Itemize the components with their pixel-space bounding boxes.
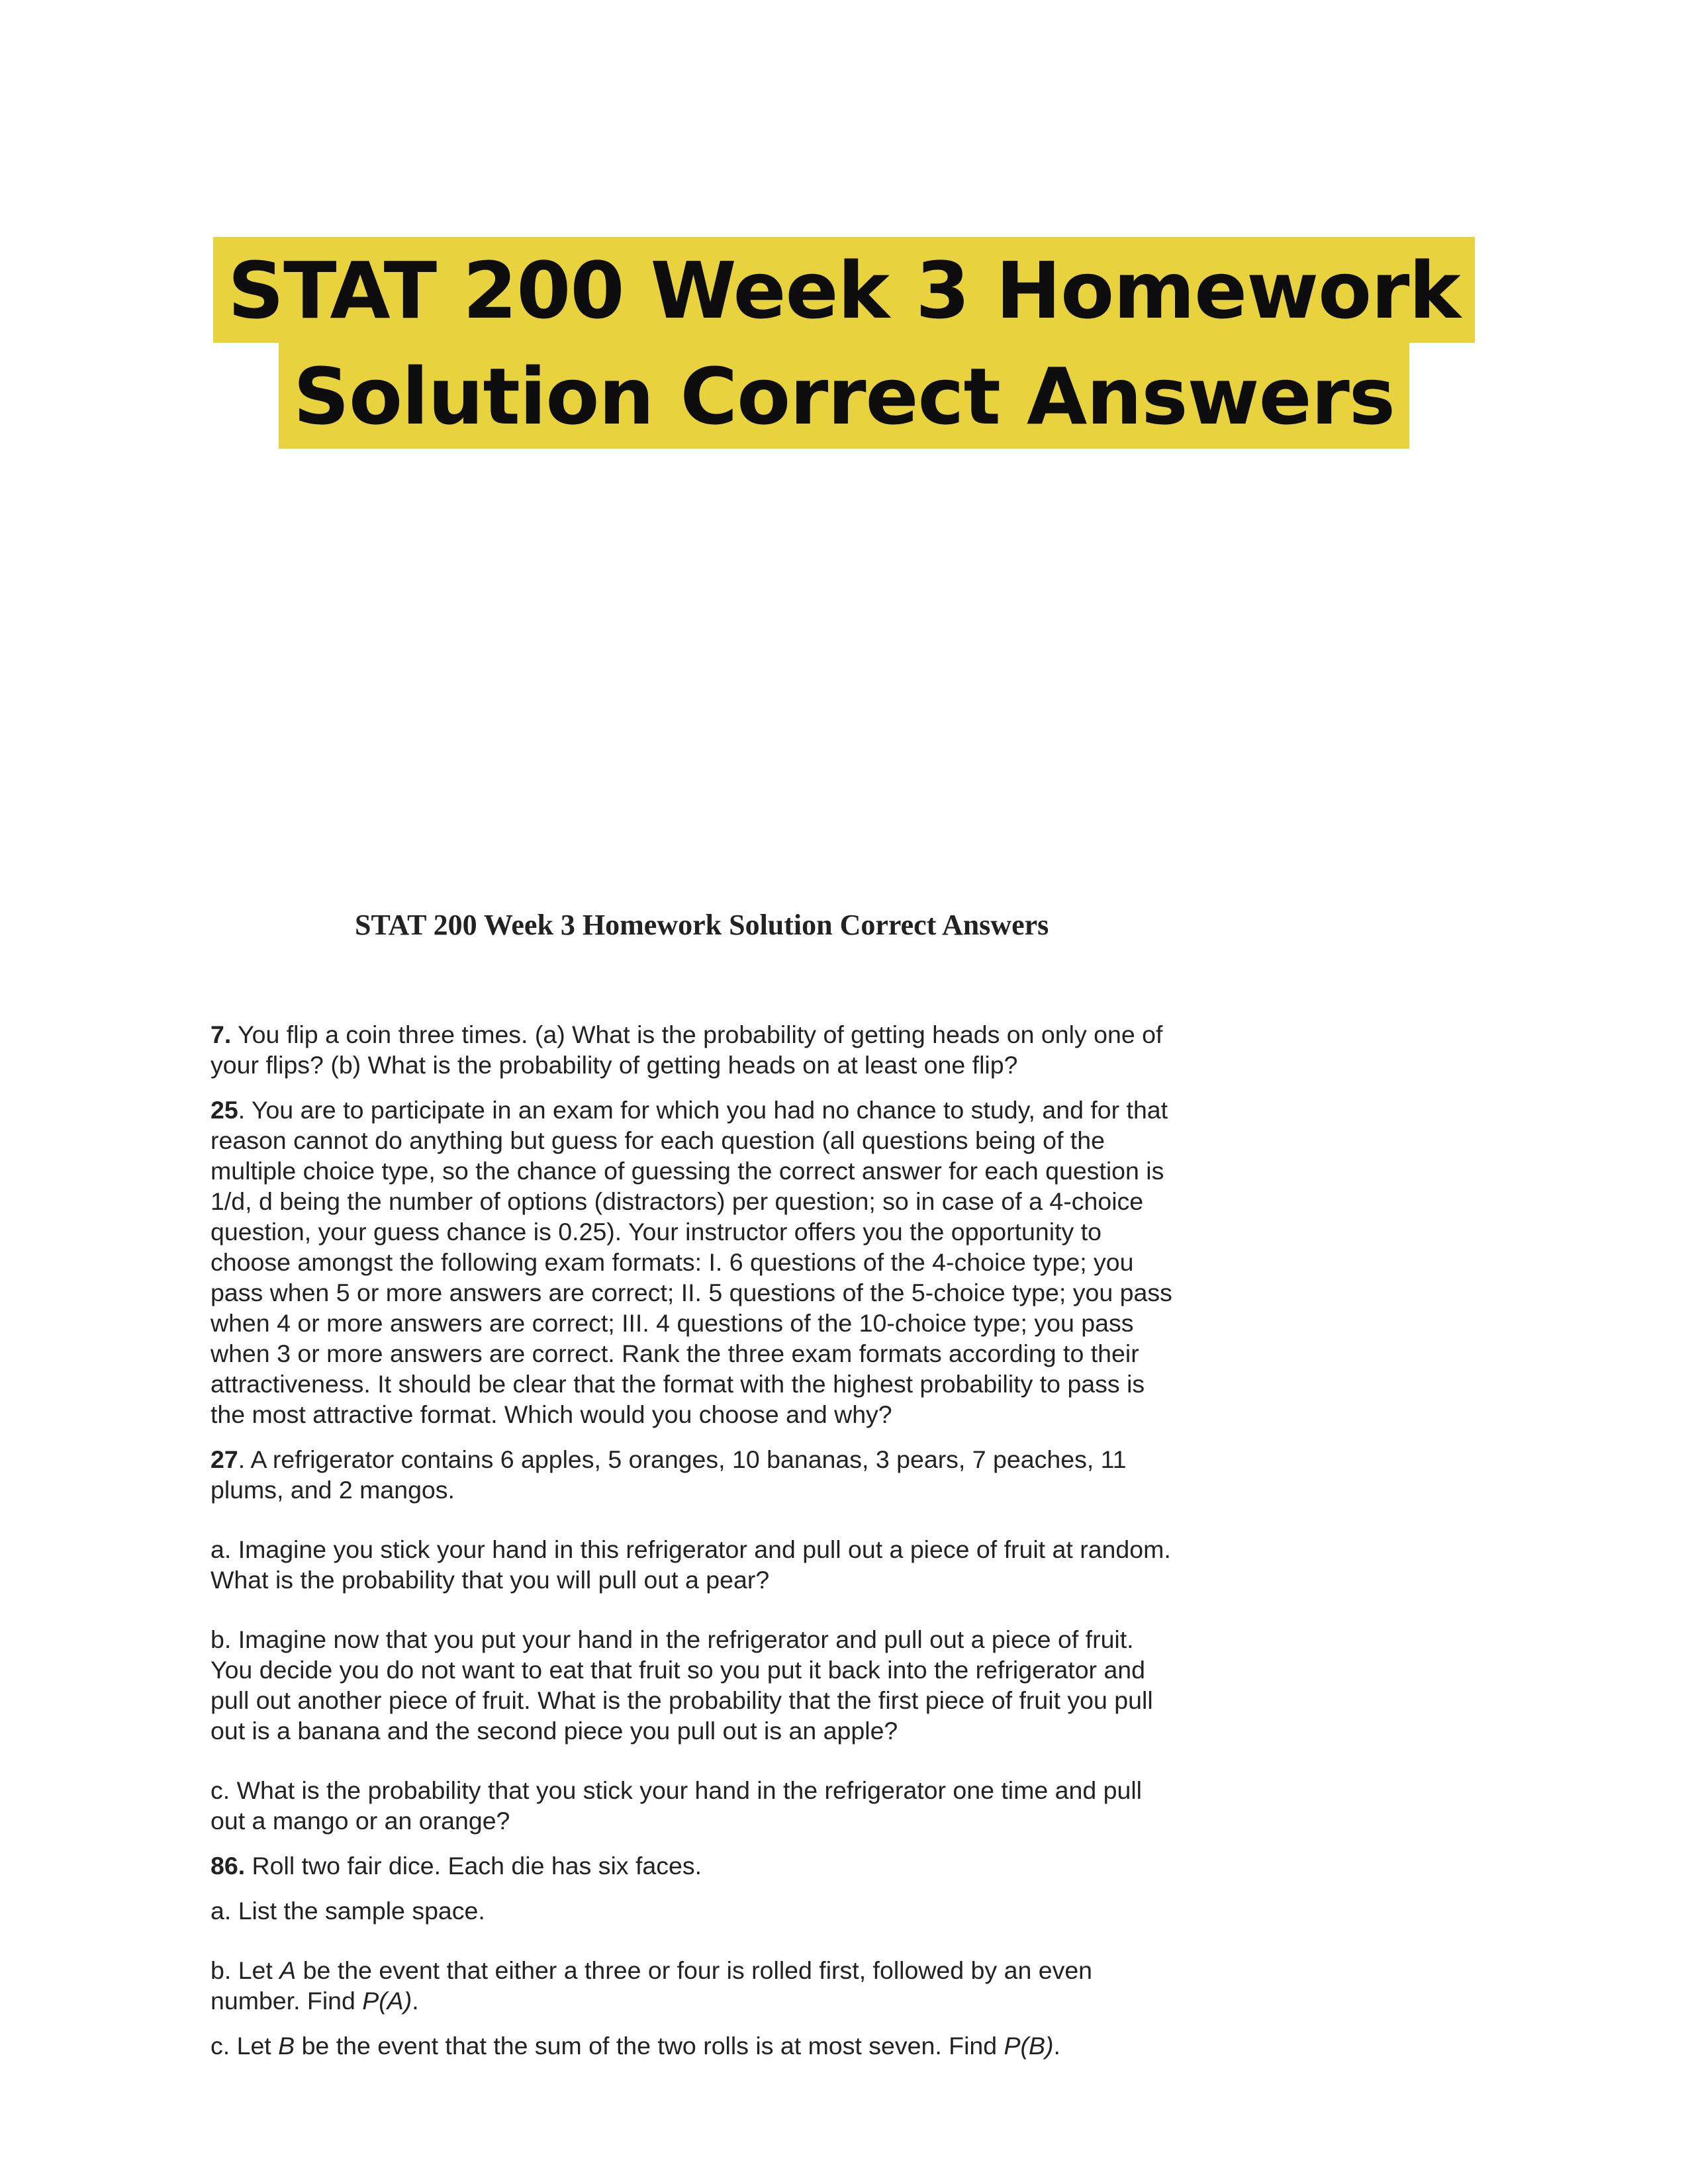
question-86-b-variable: A (279, 1956, 297, 1984)
question-86-b-find: P(A) (362, 1987, 412, 2015)
question-86-b-text: be the event that either a three or four is rolled first, followed by an even number. Find (211, 1956, 1093, 2015)
question-25 (211, 1095, 1256, 1430)
question-7-text: You flip a coin three times. (a) What is the probability of getting heads on only one of your flips? (b) What is the probability of getting heads on at least one flip? (211, 1021, 1163, 1079)
question-86-text: Roll two fair dice. Each die has six faces. (245, 1852, 702, 1880)
question-25-text: . You are to participate in an exam for which you had no chance to study, and for that reason cannot do anything but guess for each question (all questions being of the multiple choice type, so the chance of guessing the correct answer for each question is 1/d, d being the number of options (distractors) per question; so in case of a 4-choice question, your guess chance is 0.25). Your instructor offers you the opportunity to choose amongst the following exam formats: I. 6 questions of the 4-choice type; you pass when 5 or more answers are correct; II. 5 questions of the 5-choice type; you pass when 4 or more answers are correct; III. 4 questions of the 10-choice type; you pass when 3 or more answers are correct. Rank the three exam formats according to their attractiveness. It should be clear that the format with the highest probability to pass is the most attractive format. Which would you choose and why? (211, 1096, 1172, 1428)
document-body (211, 1019, 1256, 2061)
question-27-text: . A refrigerator contains 6 apples, 5 oranges, 10 bananas, 3 pears, 7 peaches, 11 plums, and 2 mangos. (211, 1445, 1127, 1504)
question-27 (211, 1444, 1256, 1505)
question-86-c-prefix: c. Let (211, 2032, 279, 2060)
question-7-number: 7. (211, 1021, 232, 1048)
question-86-b-prefix: b. Let (211, 1956, 280, 1984)
question-27-part-b: b. Imagine now that you put your hand in the refrigerator and pull out a piece of fruit. You decide you do not want to eat that fruit so you put it back into the refrigerator and pull out another piece of fruit. What is the probability that the first piece of fruit you pull out is a banana and the second piece you pull out is an apple? (211, 1625, 1153, 1745)
question-27-part-a: a. Imagine you stick your hand in this refrigerator and pull out a piece of fruit at random. What is the probability that you will pull out a pear? (211, 1535, 1171, 1594)
document-title: STAT 200 Week 3 Homework Solution Correct Answers (355, 909, 1049, 941)
question-86-part-c (211, 2030, 1256, 2061)
question-27-number: 27 (211, 1445, 238, 1473)
question-86-c-text: be the event that the sum of the two rolls is at most seven. Find (295, 2032, 1004, 2060)
question-86 (211, 1850, 1256, 1881)
question-86-part-a: a. List the sample space. (211, 1897, 485, 1925)
question-86-part-b (211, 1955, 1256, 2016)
question-86-b-end: . (412, 1987, 419, 2015)
question-27-part-c: c. What is the probability that you stick your hand in the refrigerator one time and pull out a mango or an orange? (211, 1776, 1142, 1835)
question-86-c-end: . (1053, 2032, 1060, 2060)
question-86-c-variable: B (278, 2032, 295, 2060)
banner-title-text-1: STAT 200 Week 3 Homework (213, 237, 1475, 343)
question-25-number: 25 (211, 1096, 238, 1124)
question-7 (211, 1019, 1256, 1080)
question-86-number: 86. (211, 1852, 246, 1880)
banner-title-line-2 (0, 343, 1688, 449)
question-86-c-find: P(B) (1004, 2032, 1054, 2060)
banner-title-line-1 (0, 237, 1688, 343)
banner-title-text-2: Solution Correct Answers (279, 343, 1409, 449)
